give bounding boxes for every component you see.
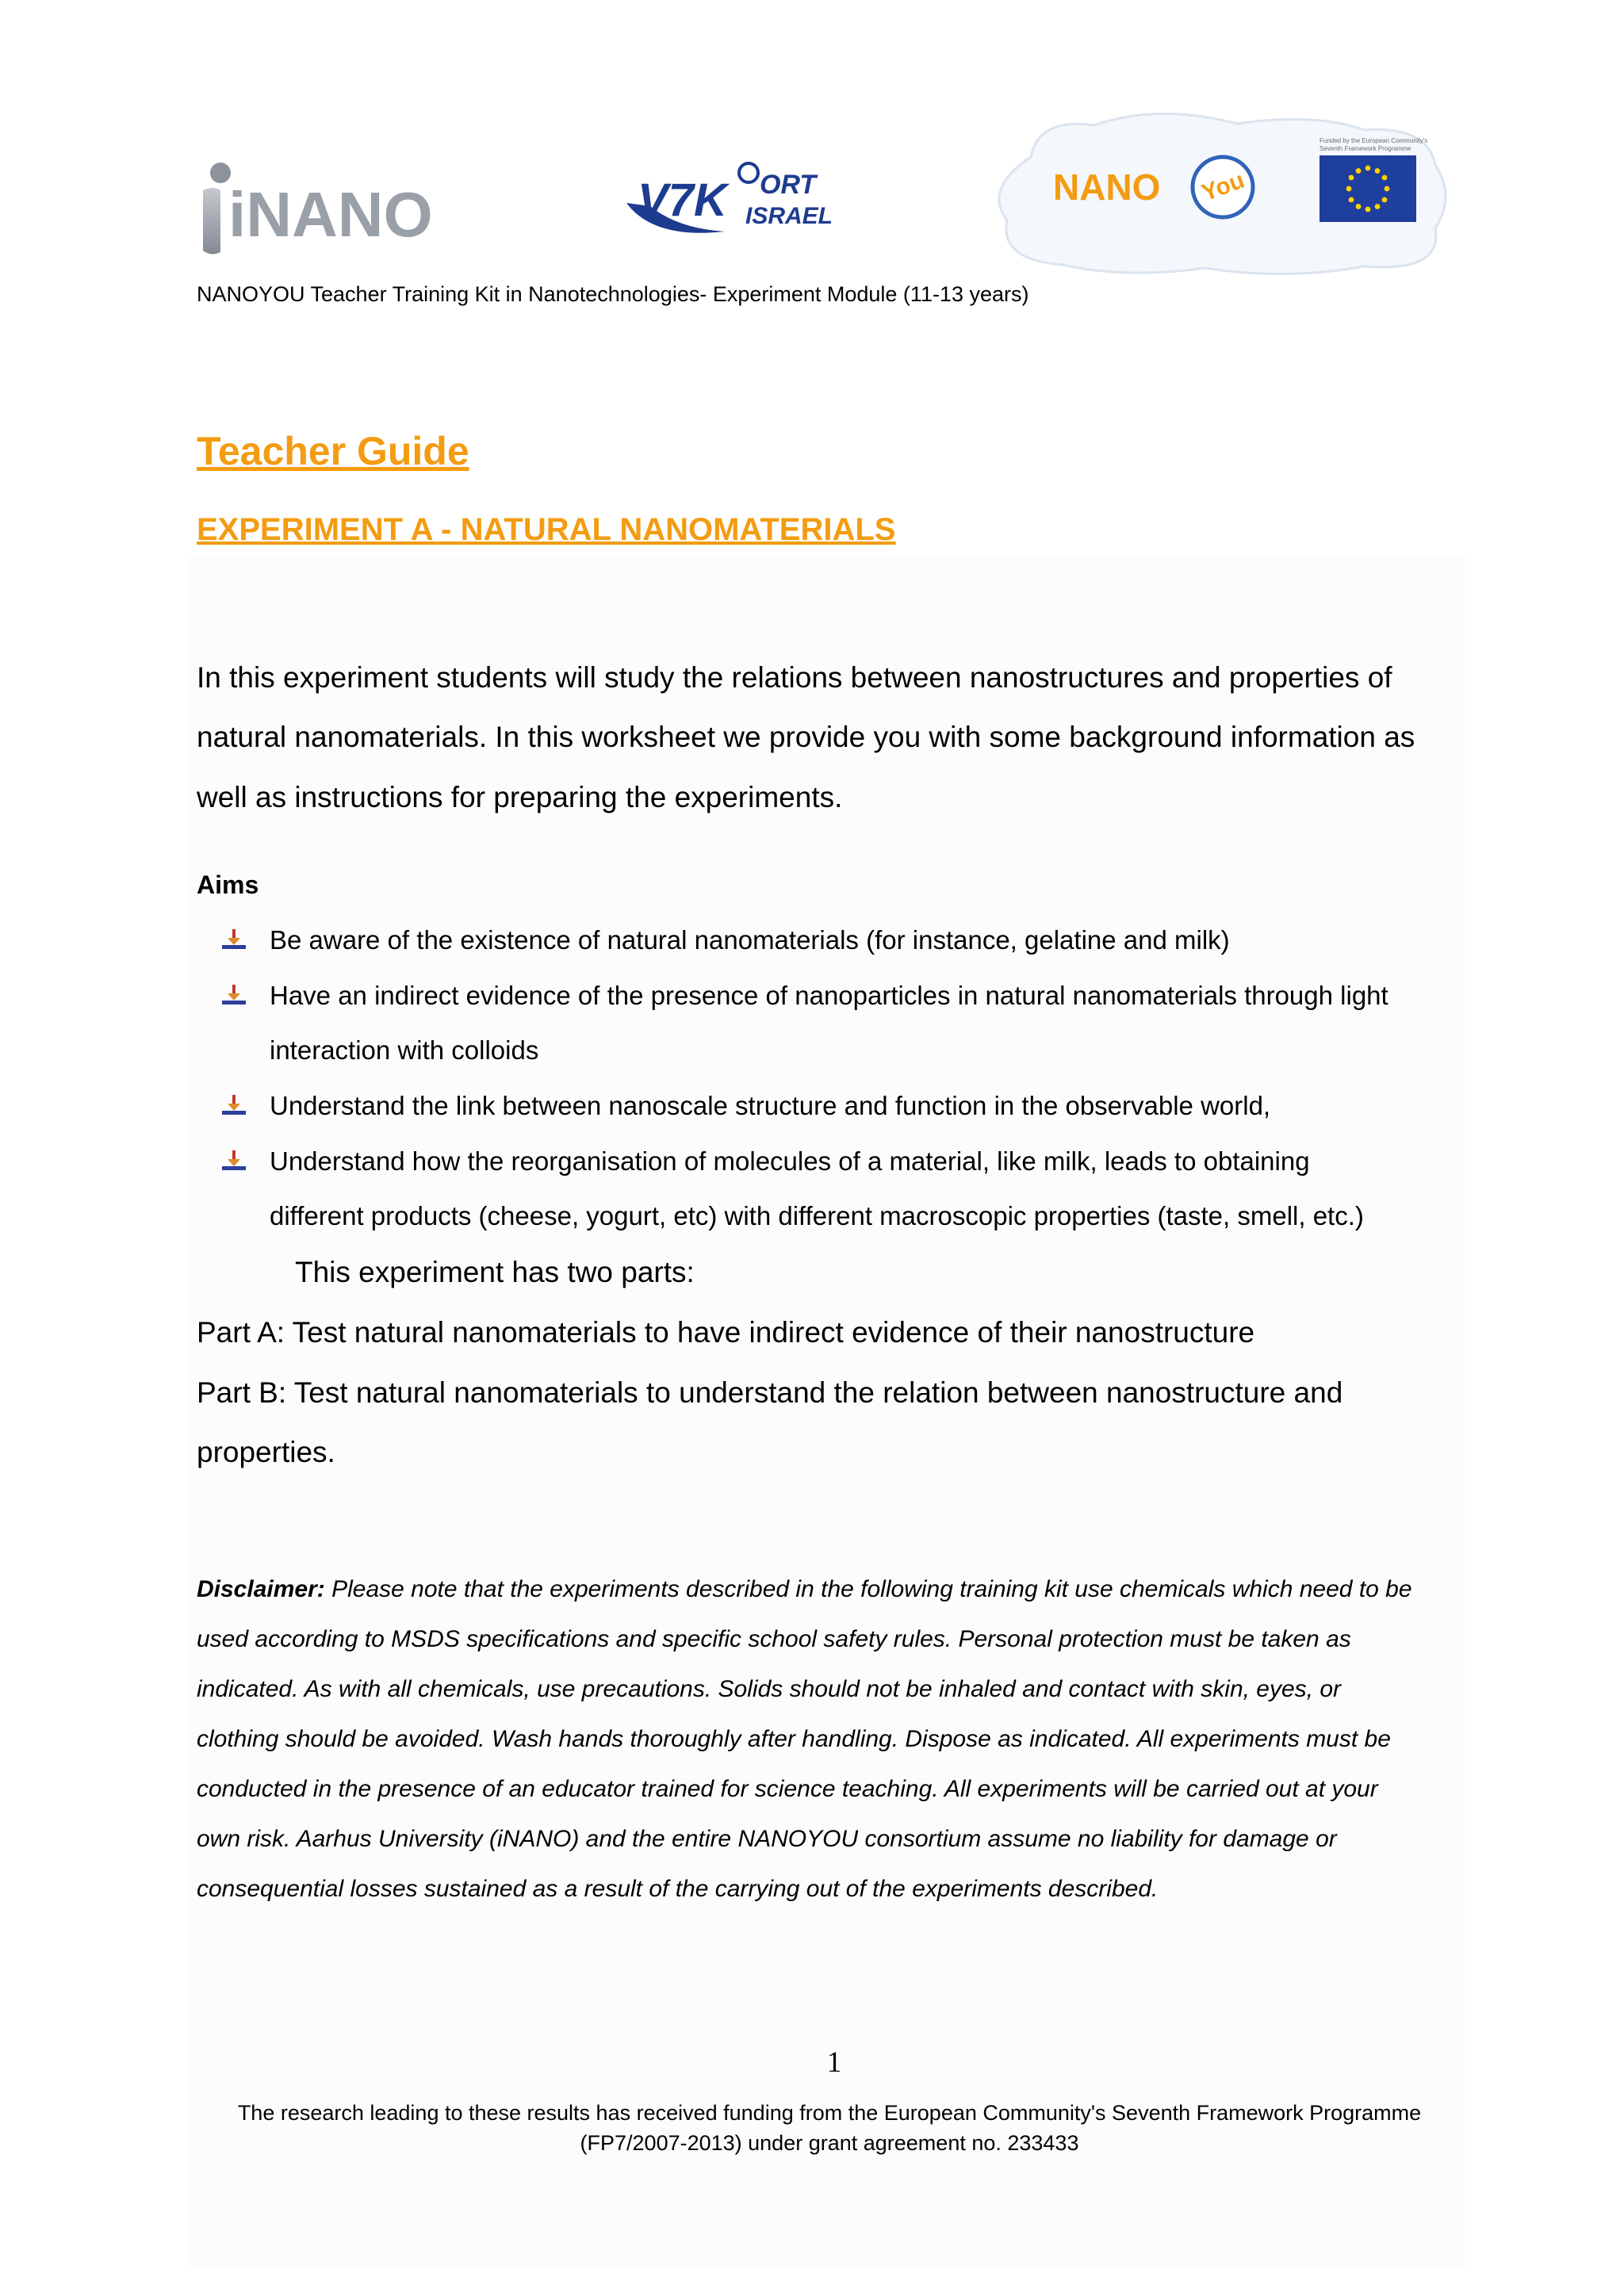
funding-footer-line: (FP7/2007-2013) under grant agreement no. 233433 (580, 2131, 1079, 2155)
disclaimer-line (197, 1576, 1412, 1603)
aim-item: Have an indirect evidence of the presence of nanoparticles in natural nanomaterials through light (270, 981, 1388, 1010)
disclaimer-line: own risk. Aarhus University (iNANO) and the entire NANOYOU consortium assume no liability for damage or (197, 1826, 1337, 1852)
bullet-arrow-icon (220, 928, 247, 951)
bullet-arrow-icon (220, 983, 247, 1007)
disclaimer-line: consequential losses sustained as a result of the carrying out of the experiments described. (197, 1876, 1159, 1902)
svg-text:V7K: V7K (638, 174, 727, 226)
svg-text:ORT: ORT (760, 170, 817, 200)
intro-line: In this experiment students will study the relations between nanostructures and properties of (197, 661, 1392, 694)
intro-line: natural nanomaterials. In this worksheet we provide you with some background information as (197, 721, 1415, 753)
disclaimer-label: Disclaimer: (197, 1576, 325, 1602)
svg-text:Funded by the European Communi: Funded by the European Community's (1320, 137, 1428, 144)
aim-item-continued: different products (cheese, yogurt, etc) with different macroscopic properties (taste, smell, etc.) (270, 1201, 1364, 1230)
page-title: Teacher Guide (197, 429, 469, 473)
aim-item-continued: interaction with colloids (270, 1035, 539, 1065)
running-header: NANOYOU Teacher Training Kit in Nanotechnologies- Experiment Module (11-13 years) (197, 282, 1029, 306)
part-line: properties. (197, 1436, 335, 1468)
funding-footer-line: The research leading to these results has received funding from the European Community's Seventh Framework Programme (237, 2101, 1422, 2125)
svg-text:iNANO: iNANO (228, 179, 433, 250)
svg-text:ISRAEL: ISRAEL (745, 203, 833, 229)
part-line: Part A: Test natural nanomaterials to have indirect evidence of their nanostructure (197, 1316, 1255, 1349)
aim-item: Understand how the reorganisation of molecules of a material, like milk, leads to obtaining (270, 1146, 1310, 1176)
part-line: Part B: Test natural nanomaterials to understand the relation between nanostructure and (197, 1376, 1343, 1409)
parts-intro: This experiment has two parts: (295, 1256, 695, 1288)
ort-israel-logo (622, 155, 864, 244)
nanoyou-eu-logo (983, 109, 1456, 281)
aim-item: Be aware of the existence of natural nanomaterials (for instance, gelatine and milk) (270, 925, 1230, 955)
disclaimer-line: indicated. As with all chemicals, use precautions. Solids should not be inhaled and contact with skin, eyes, or (197, 1676, 1342, 1702)
svg-text:You: You (1198, 166, 1248, 207)
svg-text:NANO: NANO (1053, 166, 1161, 208)
bullet-arrow-icon (220, 1093, 247, 1117)
disclaimer-line: conducted in the presence of an educator trained for science teaching. All experiments will be carried out at your (197, 1776, 1378, 1802)
intro-line: well as instructions for preparing the experiments. (197, 781, 843, 813)
disclaimer-line: clothing should be avoided. Wash hands thoroughly after handling. Dispose as indicated. All experiments must be (197, 1726, 1391, 1752)
disclaimer-text: Please note that the experiments described in the following training kit use chemicals which need to be (324, 1576, 1412, 1602)
svg-text:Seventh Framework Programme: Seventh Framework Programme (1320, 145, 1411, 152)
aim-item: Understand the link between nanoscale structure and function in the observable world, (270, 1091, 1271, 1120)
page-number: 1 (826, 2046, 842, 2079)
disclaimer-line: used according to MSDS specifications and specific school safety rules. Personal protection must be taken as (197, 1626, 1351, 1652)
inano-logo (197, 159, 460, 266)
aims-heading: Aims (197, 871, 259, 899)
bullet-arrow-icon (220, 1149, 247, 1173)
experiment-subtitle: EXPERIMENT A - NATURAL NANOMATERIALS (197, 512, 896, 547)
